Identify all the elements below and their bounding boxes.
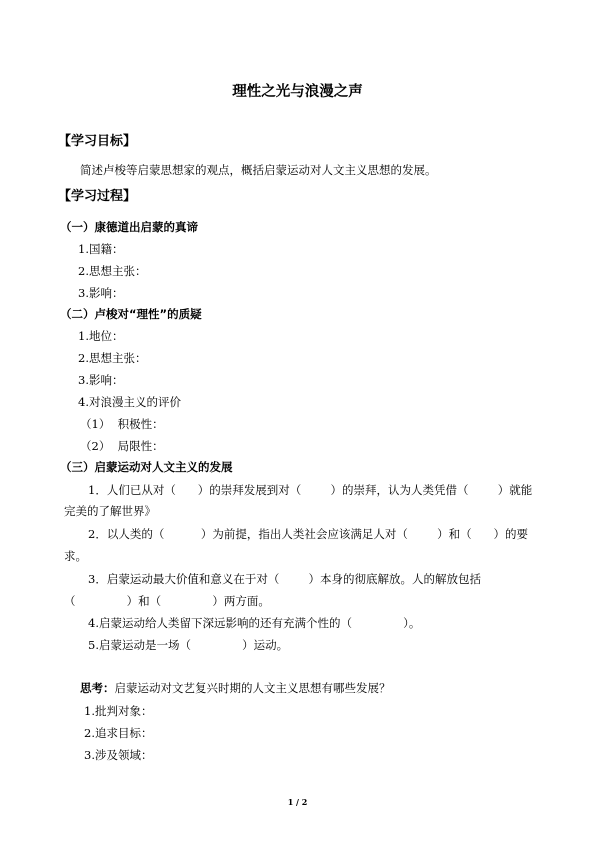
page-number: 1 / 2	[287, 797, 308, 807]
section-3-question: 1．人们已从对（ ）的崇拜发展到对（ ）的崇拜，认为人类凭借（ ）就能	[88, 483, 533, 497]
section-2-heading: （二）卢梭对“理性”的质疑	[60, 307, 202, 321]
section-3-heading: （三）启蒙运动对人文主义的发展	[60, 460, 233, 474]
section-2-subitem: （2） 局限性：	[80, 439, 164, 453]
section-2-item: 3.影响：	[78, 373, 124, 387]
learning-goals-heading: 【学习目标】	[58, 134, 137, 149]
section-1-item: 2.思想主张：	[78, 264, 147, 278]
section-2-item: 2.思想主张：	[78, 351, 147, 365]
section-3-question-cont: 完美的了解世界》	[64, 504, 156, 518]
section-3-question: 5.启蒙运动是一场（ ）运动。	[88, 638, 289, 652]
think-label: 思考：	[80, 681, 115, 695]
section-3-question: 4.启蒙运动给人类留下深远影响的还有充满个性的（ ）。	[88, 616, 421, 630]
section-2-subitem: （1） 积极性：	[80, 417, 164, 431]
think-question	[80, 681, 391, 695]
think-item: 1.批判对象：	[84, 704, 153, 718]
section-3-question-cont: 求。	[64, 549, 87, 563]
learning-process-heading: 【学习过程】	[58, 189, 137, 204]
section-1-item: 3.影响：	[78, 286, 124, 300]
section-3-question: 2．以人类的（ ）为前提，指出人类社会应该满足人对（ ）和（ ）的要	[88, 527, 529, 541]
think-text: 启蒙运动对文艺复兴时期的人文主义思想有哪些发展？	[114, 681, 391, 695]
section-1-heading: （一）康德道出启蒙的真谛	[60, 220, 198, 234]
learning-goals-text: 简述卢梭等启蒙思想家的观点，概括启蒙运动对人文主义思想的发展。	[80, 163, 437, 177]
page-title: 理性之光与浪漫之声	[232, 84, 363, 100]
think-item: 2.追求目标：	[84, 726, 153, 740]
section-3-question-cont: （ ）和（ ）两方面。	[64, 594, 270, 608]
think-item: 3.涉及领域：	[84, 748, 153, 762]
section-1-item: 1.国籍：	[78, 242, 124, 256]
section-2-item: 1.地位：	[78, 329, 124, 343]
section-3-question: 3．启蒙运动最大价值和意义在于对（ ）本身的彻底解放。人的解放包括	[88, 572, 482, 586]
section-2-item: 4.对浪漫主义的评价	[78, 395, 181, 409]
